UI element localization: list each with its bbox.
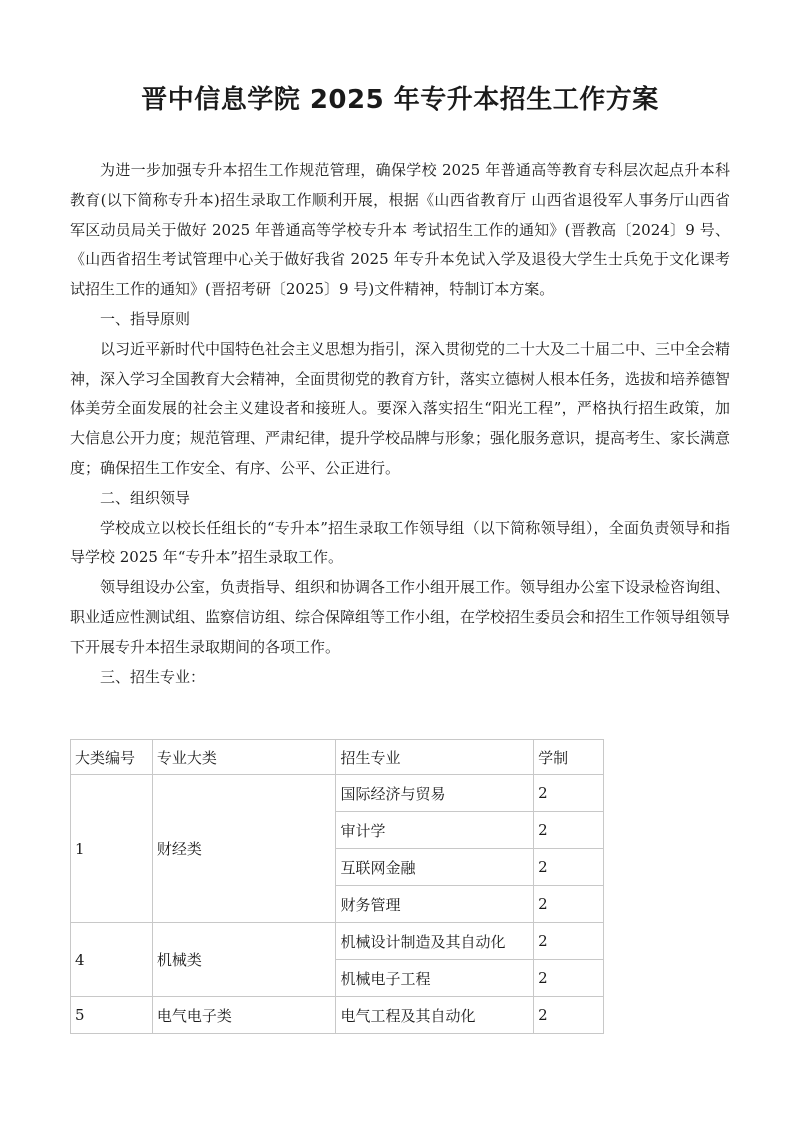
years-cell: 2 [534, 886, 604, 923]
major-cell: 审计学 [336, 812, 534, 849]
years-cell: 2 [534, 923, 604, 960]
table-row [71, 775, 604, 812]
category-no-cell: 1 [71, 775, 153, 923]
table-row [71, 997, 604, 1034]
organization-paragraph-1: 学校成立以校长任组长的“专升本”招生录取工作领导组（以下简称领导组），全面负责领导和指导学校 2025 年“专升本”招生录取工作。 [70, 518, 730, 567]
category-cell: 机械类 [152, 923, 336, 997]
category-cell: 电气电子类 [152, 997, 336, 1034]
header-category: 专业大类 [152, 740, 336, 775]
section-heading-majors: 三、招生专业： [100, 667, 206, 686]
document-body [70, 156, 730, 692]
table-header-row [71, 740, 604, 775]
principles-paragraph: 以习近平新时代中国特色社会主义思想为指引，深入贯彻党的二十大及二十届二中、三中全会精神，深入学习全国教育大会精神，全面贯彻党的教育方针，落实立德树人根本任务，选拔和培养德智体美劳全面发展的社会主义建设者和接班人。要深入落实招生“阳光工程”，严格执行招生政策，加大信息公开力度；规范管理、严肃纪律，提升学校品牌与形象；强化服务意识，提高考生、家长满意度；确保招生工作安全、有序、公平、公正进行。 [70, 339, 731, 477]
years-cell: 2 [534, 775, 604, 812]
table-row [71, 923, 604, 960]
intro-paragraph: 为进一步加强专升本招生工作规范管理，确保学校 2025 年普通高等教育专科层次起点升本科教育(以下简称专升本)招生录取工作顺利开展，根据《山西省教育厅 山西省退役军人事务厅山西省军区动员局关于做好 2025 年普通高等学校专升本 考试招生工作的通知》(晋教高〔2024〕9 号、《山西省招生考试管理中心关于做好我省 2025 年专升本免试入学及退役大学生士兵免于文化课考试招生工作的通知》(晋招考研〔2025〕9 号)文件精神，特制订本方案。 [70, 161, 730, 299]
major-cell: 电气工程及其自动化 [336, 997, 534, 1034]
header-major: 招生专业 [336, 740, 534, 775]
years-cell: 2 [534, 812, 604, 849]
category-no-cell: 5 [71, 997, 153, 1034]
major-cell: 机械电子工程 [336, 960, 534, 997]
section-heading-organization: 二、组织领导 [100, 488, 191, 507]
majors-table [70, 739, 604, 1034]
major-cell: 互联网金融 [336, 849, 534, 886]
major-cell: 机械设计制造及其自动化 [336, 923, 534, 960]
category-no-cell: 4 [71, 923, 153, 997]
major-cell: 国际经济与贸易 [336, 775, 534, 812]
major-cell: 财务管理 [336, 886, 534, 923]
header-years: 学制 [534, 740, 604, 775]
section-heading-principles: 一、指导原则 [100, 309, 191, 328]
organization-paragraph-2: 领导组设办公室，负责指导、组织和协调各工作小组开展工作。领导组办公室下设录检咨询组、职业适应性测试组、监察信访组、综合保障组等工作小组，在学校招生委员会和招生工作领导组领导下开展专升本招生录取期间的各项工作。 [70, 578, 731, 656]
years-cell: 2 [534, 997, 604, 1034]
header-category-no: 大类编号 [71, 740, 153, 775]
page-title: 晋中信息学院 2025 年专升本招生工作方案 [141, 85, 659, 115]
years-cell: 2 [534, 849, 604, 886]
years-cell: 2 [534, 960, 604, 997]
category-cell: 财经类 [152, 775, 336, 923]
